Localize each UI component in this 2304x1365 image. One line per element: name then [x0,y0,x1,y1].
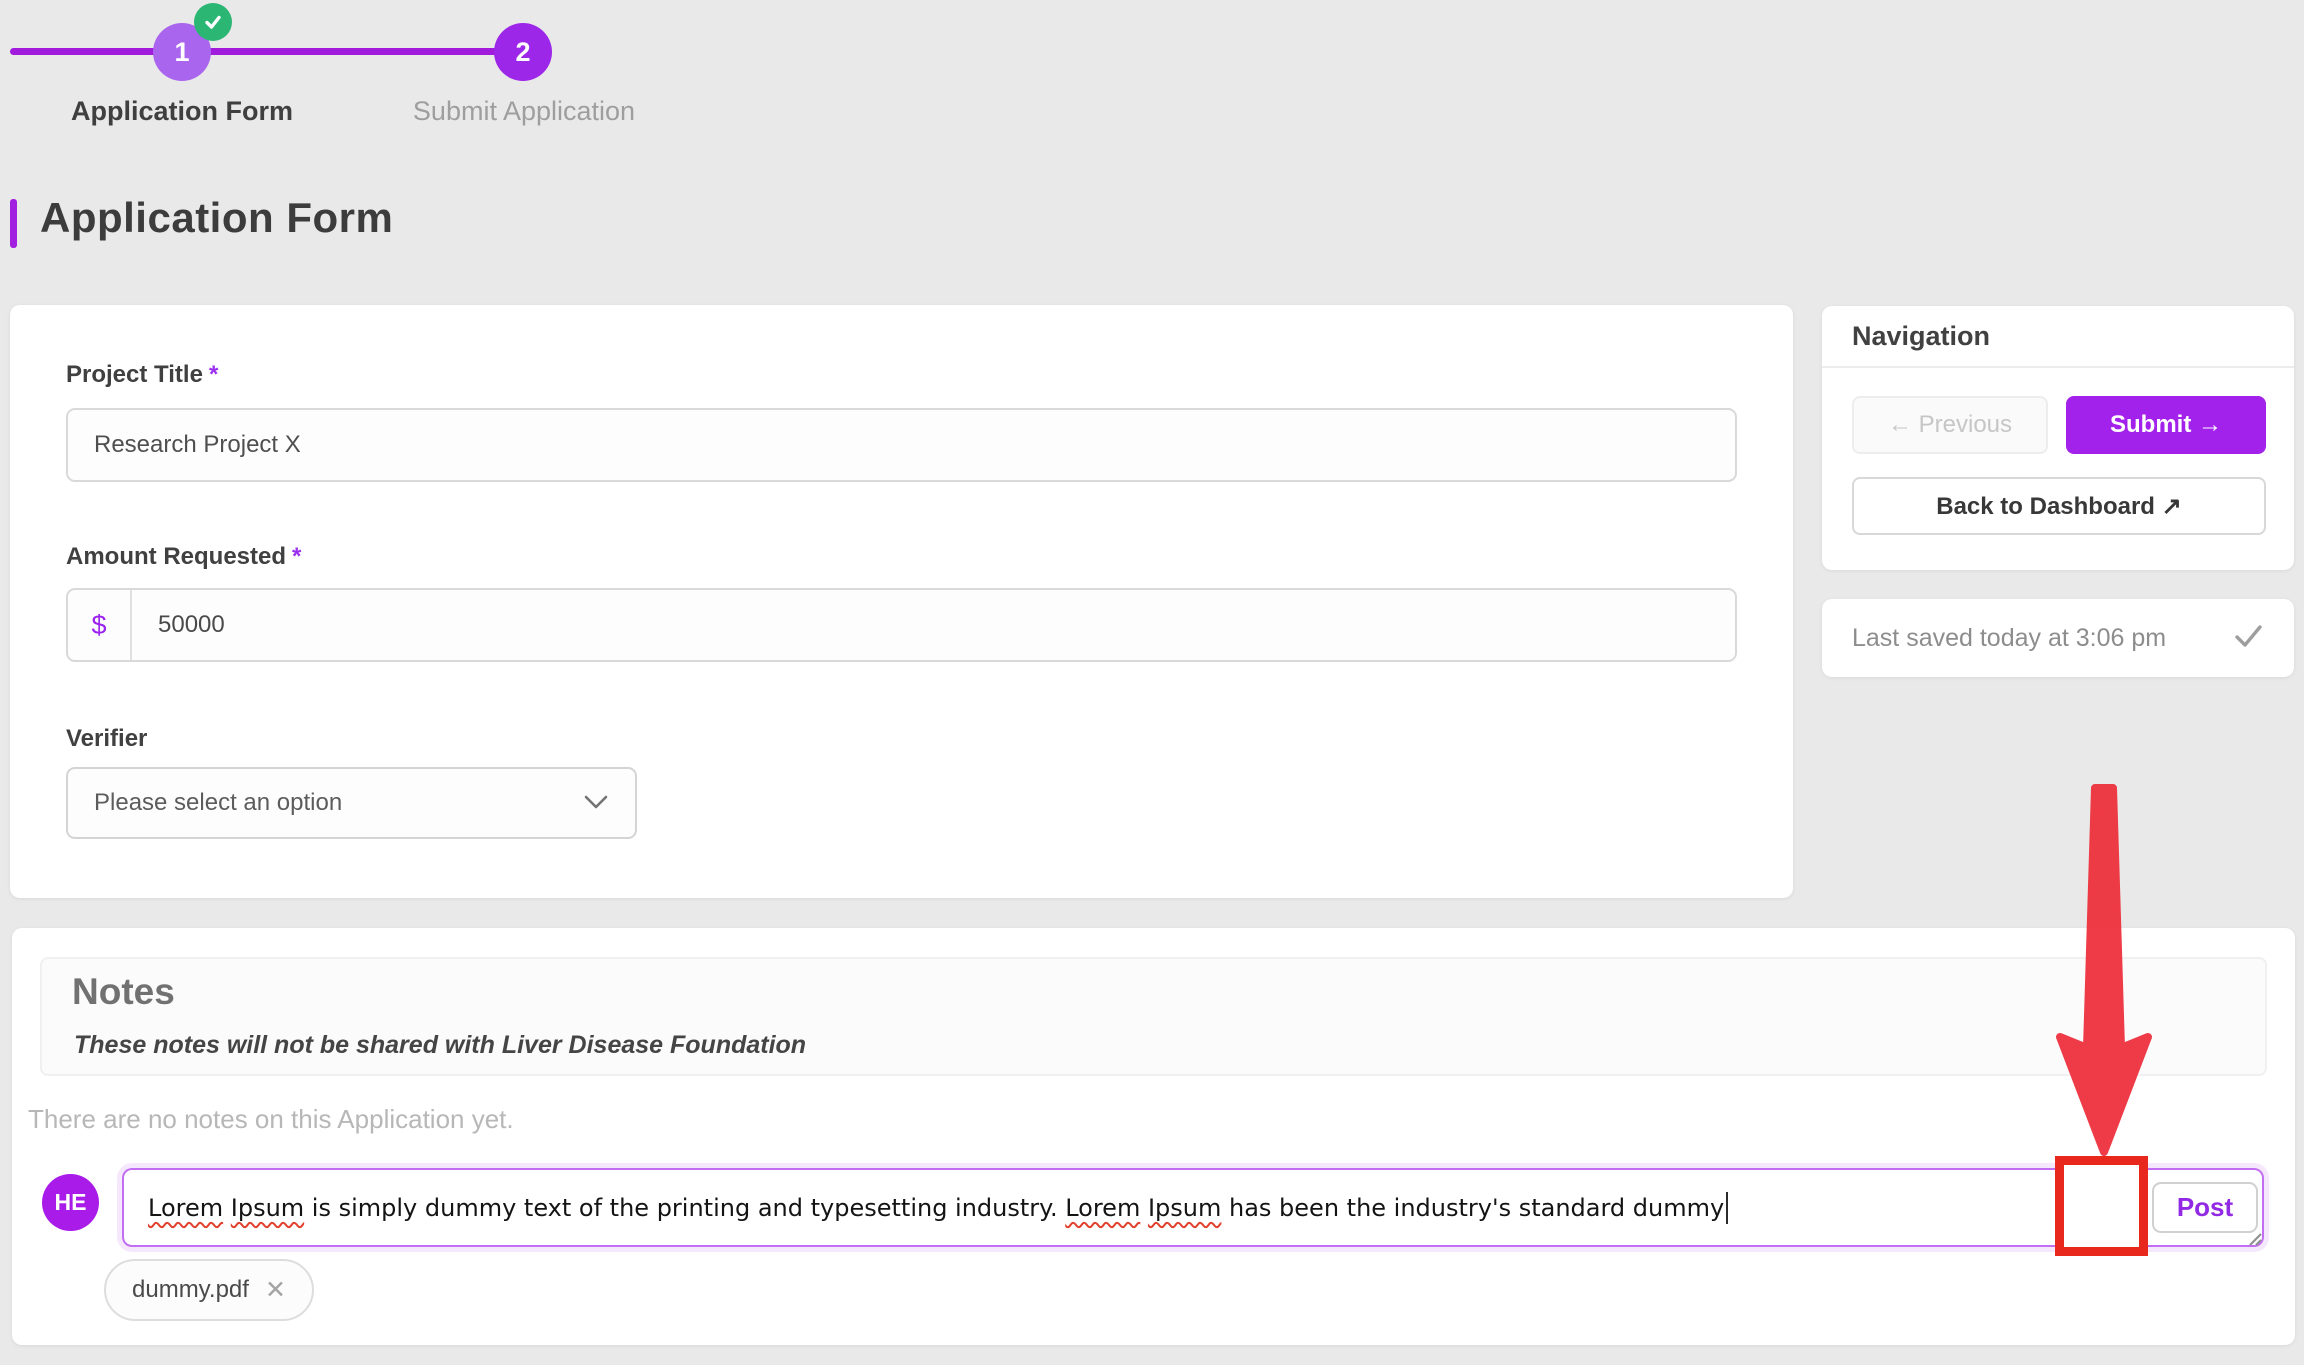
notes-header-box [40,957,2267,1076]
step-1-number: 1 [174,36,190,67]
textarea-resize-handle[interactable] [2244,1228,2264,1253]
stepper-step-2-circle[interactable] [494,23,552,81]
attach-file-paperclip-icon[interactable] [2078,1184,2124,1235]
notes-title: Notes [72,971,175,1012]
amount-requested-label: Amount Requested * [66,543,302,570]
verifier-label: Verifier [66,725,148,752]
page-title: Application Form [40,194,394,241]
post-note-button[interactable]: Post [2152,1182,2258,1233]
amount-requested-input[interactable] [132,590,1735,660]
user-avatar: HE [42,1174,99,1231]
required-asterisk: * [208,361,219,388]
page-title-accent-bar [10,199,17,248]
text-cursor [1726,1192,1728,1224]
stepper-step-2-label[interactable]: Submit Application [412,96,636,126]
back-to-dashboard-button[interactable]: Back to Dashboard ↗ [1852,477,2266,535]
project-title-input[interactable] [66,408,1737,482]
previous-button[interactable]: ← Previous [1852,396,2048,454]
verifier-selected-value: Please select an option [94,789,343,816]
stepper-step-1-label[interactable]: Application Form [71,96,293,126]
note-text-content: Lorem Ipsum is simply dummy text of the printing and typesetting industry. Lorem Ipsum has been the industry's standard dummy [148,1193,1725,1222]
required-asterisk: * [292,543,302,570]
notes-section-card [12,928,2295,1345]
currency-prefix: $ [68,590,132,660]
step-1-complete-check-icon [194,3,232,41]
chevron-down-icon [583,789,609,817]
autosave-message: Last saved today at 3:06 pm [1852,623,2167,652]
navigation-panel [1822,306,2294,570]
stepper-connector-line [10,48,552,55]
autosave-status-card [1822,599,2294,677]
attachment-chip [104,1259,314,1321]
project-title-label: Project Title * [66,361,219,388]
remove-attachment-icon[interactable]: ✕ [264,1276,286,1304]
attachment-name: dummy.pdf [132,1276,249,1303]
notes-privacy-subtitle: These notes will not be shared with Liver Disease Foundation [74,1031,807,1059]
notes-empty-message: There are no notes on this Application yet. [28,1104,514,1134]
saved-check-icon [2230,618,2266,659]
amount-requested-field [66,588,1737,662]
application-form-card [10,305,1793,898]
verifier-select[interactable] [66,767,637,839]
navigation-panel-title: Navigation [1822,306,2294,368]
note-text-input[interactable] [122,1168,2264,1247]
submit-button[interactable]: Submit → [2066,396,2266,454]
step-2-number: 2 [515,36,531,67]
